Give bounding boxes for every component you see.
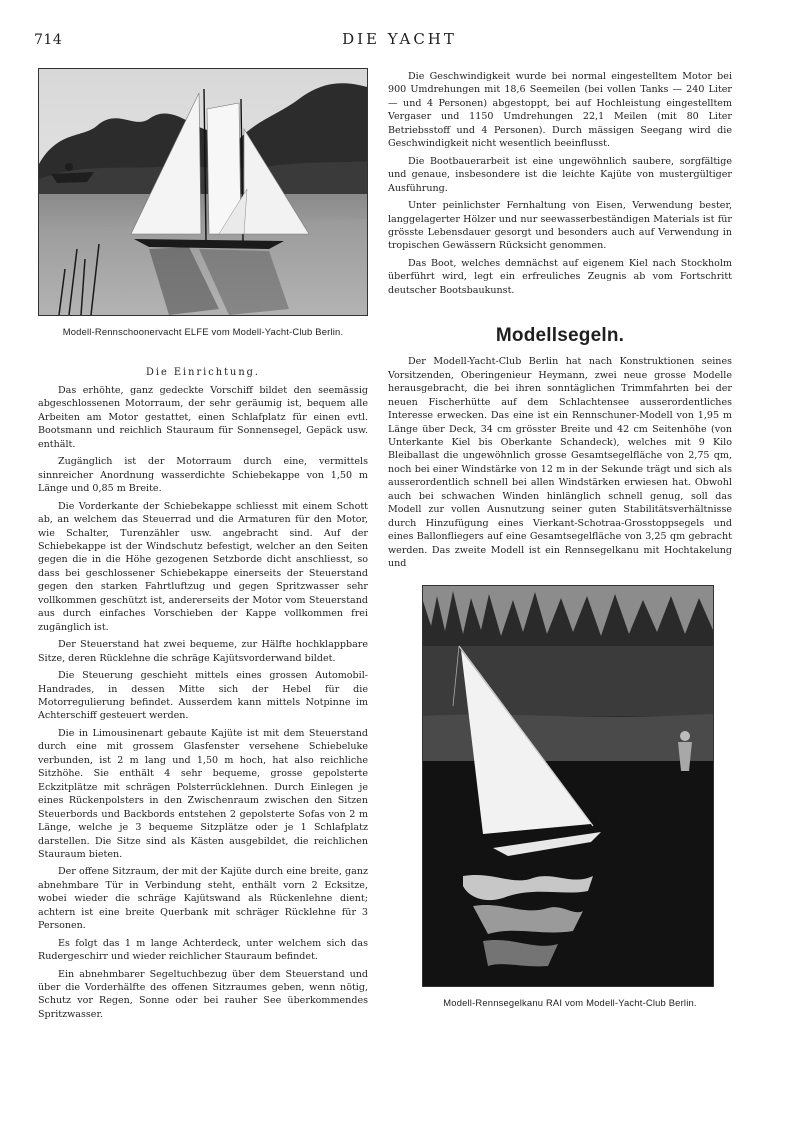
paragraph: Die Vorderkante der Schiebekappe schliesst mit einem Schott ab, an welchem das Steuerrad und die Armaturen für den Motor, wie Schalter, Turenzähler usw. angebracht sind. Auf der Schiebekappe ist der Windschutz befestigt, welcher an den Seiten gegen die in die Höhe gezogenen Setzborde dicht anschliesst, so dass bei geschlossener Schiebekappe einerseits der Steuerstand gegen den starken Fahrtluftzug und gegen Spritzwasser sehr vollkommen geschützt ist, andererseits der Motor vom Steuerstand aus durch einfaches Vorschieben der Kappe vollkommen frei zugänglich ist.	[38, 500, 368, 633]
paragraph: Die Steuerung geschieht mittels eines grossen Automobil-Handrades, in dessen Mitte sich der Hebel für die Motorregulierung befindet. Ausserdem kann mittels Notpinne im Achterschiff gesteuert werden.	[38, 670, 368, 722]
paragraph: Ein abnehmbarer Segeltuchbezug über dem Steuerstand und über die Vorderhälfte des offenen Sitzraumes geben, wenn nötig, Schutz vor Regen, Sonne oder bei rauher See überkommendes Spritzwasser.	[38, 968, 368, 1020]
right-body-text	[388, 70, 732, 297]
photo-elfe-schooner	[38, 68, 368, 316]
left-body-text	[38, 384, 368, 1021]
paragraph: Zugänglich ist der Motorraum durch eine, vermittels sinnreicher Anordnung wasserdichte Schiebekappe von 1,50 m Länge und 0,85 m Breite.	[38, 456, 368, 495]
right-column	[388, 70, 732, 1008]
paragraph: Der offene Sitzraum, der mit der Kajüte durch eine breite, ganz abnehmbare Tür in Verbindung steht, enthält vorn 2 Ecksitze, wobei wieder die schräge Kajütswand als Rückenlehne dient; achtern ist eine breite Querbank mit schräger Rücklehne für 3 Personen.	[38, 866, 368, 932]
paragraph: Die Bootbauerarbeit ist eine ungewöhnlich saubere, sorgfältige und genaue, insbesondere ist die leichte Kajüte von mustergültiger Ausführung.	[388, 155, 732, 194]
paragraph: Das Boot, welches demnächst auf eigenem Kiel nach Stockholm überführt wird, legt ein erfreuliches Zeugnis ab vom Fortschritt deutscher Bootsbaukunst.	[388, 257, 732, 296]
schooner-photo-drawing	[39, 69, 367, 315]
paragraph: Der Steuerstand hat zwei bequeme, zur Hälfte hochklappbare Sitze, deren Rücklehne die schräge Kajütsvorderwand bildet.	[38, 639, 368, 664]
paragraph: Unter peinlichster Fernhaltung von Eisen, Verwendung bester, langgelagerter Hölzer und nur seewasserbeständigen Materials ist für grösste Lebensdauer gesorgt und besonders auch auf Verwendung in tropischen Gewässern Rücksicht genommen.	[388, 200, 732, 252]
section-title-modellsegeln: Modellsegeln.	[495, 325, 625, 347]
paragraph: Das erhöhte, ganz gedeckte Vorschiff bildet den seemässig abgeschlossenen Motorraum, der sehr geräumig ist, bequem alle Arbeiten am Motor gestattet, einen Schlafplatz für einen evtl. Bootsmann und reichlich Stauraum für Sonnensegel, Gepäck usw. enthält.	[38, 385, 368, 450]
paragraph: Die Geschwindigkeit wurde bei normal eingestelltem Motor bei 900 Umdrehungen mit 18,6 Seemeilen (bei vollen Tanks — 240 Liter — und 4 Personen) abgestoppt, bei auf Hochleistung eingestelltem Vergaser und 1150 Umdrehungen 22,1 Meilen (mit 80 Liter Betriebsstoff und 4 Personen). Durch mässigen Seegang wird die Geschwindigkeit nicht wesentlich beeinflusst.	[388, 71, 732, 150]
paragraph: Die in Limousinenart gebaute Kajüte ist mit dem Steuerstand durch eine mit grossem Glasfenster versehene Schiebeluke verbunden, ist 2 m lang und 1,50 m hoch, hat also reichliche Sitzhöhe. Sie enthält 4 sehr bequeme, grosse gepolsterte Eckzitplätze mit schrägen Polsterrücklehnen. Durch Einlegen je eines Rückenpolsters in den Zwischenraum zwischen den Sitzen Steuerbords und Backbords entstehen 2 gepolsterte Sofas von 2 m Länge, welche je 3 bequeme Sitzplätze oder je 1 Schlafplatz darstellen. Die Sitze sind als Kästen ausgebildet, die reichlichen Stauraum bieten.	[38, 727, 368, 860]
paragraph: Es folgt das 1 m lange Achterdeck, unter welchem sich das Rudergeschirr und wieder reichlicher Stauraum befindet.	[38, 937, 368, 963]
modellsegeln-body-text	[388, 355, 732, 570]
left-column	[38, 68, 368, 1025]
page-number: 714	[34, 32, 63, 48]
running-title: DIE YACHT	[342, 30, 457, 48]
paragraph: Der Modell-Yacht-Club Berlin hat nach Konstruktionen seines Vorsitzenden, Oberingenieur Heymann, zwei neue grosse Modelle herausgebracht, die bei ihren sonntäglichen Trimmfahrten bei der neuen Fischerhütte auf dem Schlachtensee ausserordentliches Interesse erwecken. Das eine ist ein Rennschuner-Modell von 1,95 m Länge über Deck, 34 cm grösster Breite und 42 cm Seitenhöhe (von Unterkante Kiel bis Oberkante Schandeck), welches mit 9 Kilo Bleiballast die ungewöhnlich grosse Gesamtsegelfläche von 2,75 qm, noch bei einer Windstärke von 12 m in der Sekunde trägt und sich als ausserordentlich schnell bei allen Windstärken erwiesen hat. Obwohl auch bei schwachen Winden hinlänglich schnell genug, soll das Modell zur vollen Ausnutzung seiner guten Stabilitätsverhältnisse durch Hinzufügung eines Vierkant-Schotraa-Grosstoppsegels und eines Ballonfliegers auf eine Gesamtsegelfläche von 3,25 qm gebracht werden. Das zweite Modell ist ein Rennsegelkanu mit Hochtakelung und	[388, 356, 732, 570]
figure-caption-rai: Modell-Rennsegelkanu RAI vom Modell-Yacht-Club Berlin.	[443, 996, 697, 1008]
canoe-photo-drawing	[423, 586, 713, 986]
figure-caption-elfe: Modell-Rennschoonervacht ELFE vom Modell-Yacht-Club Berlin.	[62, 326, 344, 337]
section-subheading-einrichtung: Die Einrichtung.	[145, 367, 261, 378]
photo-rai-canoe	[422, 585, 714, 987]
